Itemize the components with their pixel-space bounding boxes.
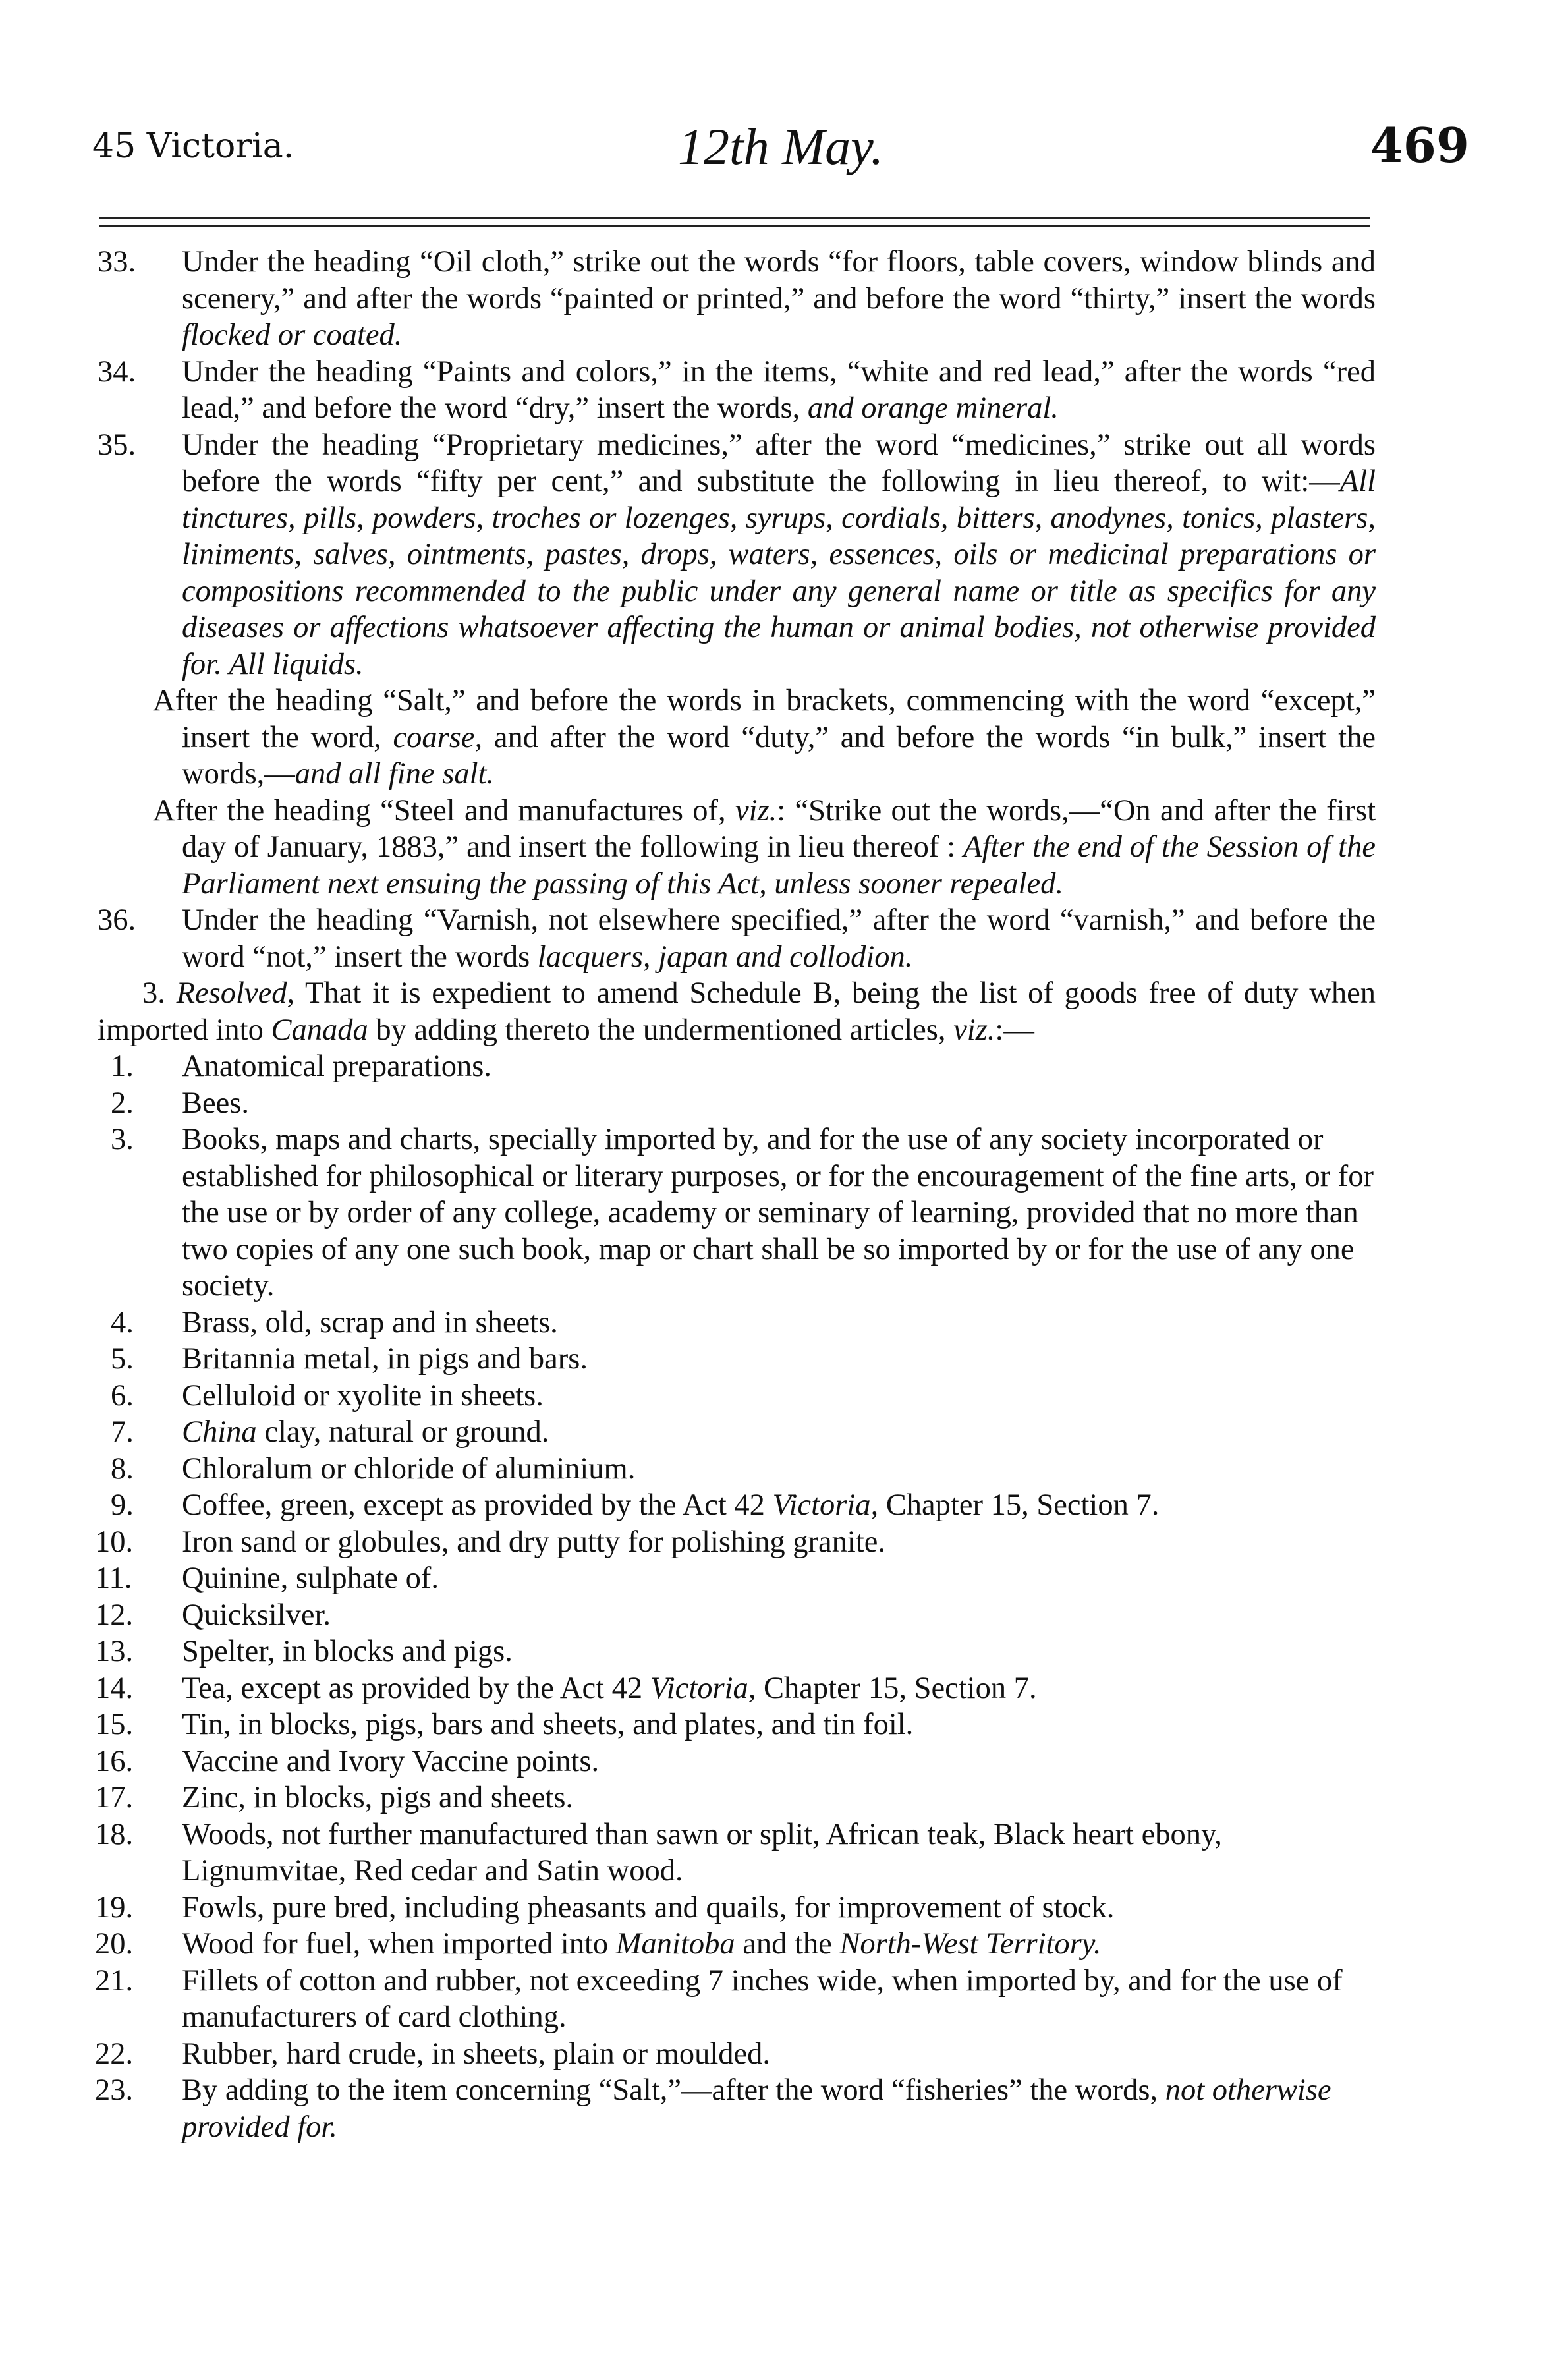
resolution-text-a: That it is expedient to amend Schedule B, being the list of goods free of duty when imported into	[98, 976, 1376, 1047]
salt-text-b: and after the word “duty,” and before the words “in bulk,” insert the words,—	[182, 720, 1376, 791]
item-number: 4.	[111, 1305, 134, 1339]
list-item	[98, 1085, 1376, 1122]
amendment-number: 35.	[98, 428, 136, 462]
item-number: 23.	[95, 2073, 134, 2107]
item-text-part: Quinine, sulphate of.	[182, 1561, 439, 1595]
item-text	[182, 2037, 770, 2071]
item-number: 14.	[95, 1671, 134, 1705]
item-text-part: Coffee, green, except as provided by the Act 42	[182, 1488, 773, 1522]
schedule-item-list	[95, 1048, 1376, 2145]
item-text	[182, 1379, 544, 1413]
salt-paragraph	[98, 683, 1376, 793]
item-text	[182, 1635, 513, 1668]
salt-text-a: After the heading “Salt,” and before the words in brackets, commencing with the word “except,” insert the word,	[153, 684, 1376, 754]
item-text-part: and the	[735, 1927, 840, 1961]
amendment-number: 36.	[98, 903, 136, 937]
item-text	[182, 1745, 599, 1778]
item-number: 19.	[95, 1890, 134, 1925]
item-italic: China	[182, 1415, 257, 1449]
amendment-text: Under the heading “Varnish, not elsewhere specified,” after the word “varnish,” and before the word “not,” insert the words	[182, 903, 1376, 974]
resolution-italic-a: Resolved,	[176, 976, 295, 1010]
item-text	[182, 1415, 549, 1449]
steel-italic-a: viz.	[735, 793, 777, 828]
item-text-part: clay, natural or ground.	[256, 1415, 549, 1449]
item-text-part: Chapter 15, Section 7.	[878, 1488, 1160, 1522]
item-text	[182, 1488, 1159, 1522]
amendment-33	[98, 244, 1376, 354]
list-item	[95, 1706, 1376, 1743]
list-item	[98, 1378, 1376, 1415]
amendment-italic: All tinctures, pills, powders, troches or lozenges, syrups, cordials, bitters, anodynes, tonics, plasters, liniments, salves, ointments, pastes, drops, waters, essences, oils or medicinal preparations or compositions recommended to the public under any general name or title as specifics for any diseases or affections whatsoever affecting the human or animal bodies, not otherwise provided for. All liquids.	[182, 464, 1376, 681]
item-text-part: Books, maps and charts, specially imported by, and for the use of any society incorporated or established for philosophical or literary purposes, or for the encouragement of the fine arts, or for the use or by order of any college, academy or seminary of learning, provided that no more than two copies of any one such book, map or chart shall be so imported by or for the use of any one society.	[182, 1123, 1374, 1303]
item-text	[182, 1598, 331, 1632]
item-text	[182, 1818, 1222, 1888]
amendment-35	[98, 427, 1376, 683]
item-number: 12.	[95, 1598, 134, 1632]
document-body	[95, 244, 1376, 2145]
item-text	[182, 1525, 885, 1559]
list-item	[95, 1963, 1376, 2036]
item-text-part: Vaccine and Ivory Vaccine points.	[182, 1744, 600, 1778]
list-item	[95, 1597, 1376, 1634]
item-text-part: Iron sand or globules, and dry putty for polishing granite.	[182, 1525, 886, 1559]
item-number: 18.	[95, 1817, 134, 1851]
item-text-part: Tin, in blocks, pigs, bars and sheets, and plates, and tin foil.	[182, 1708, 914, 1741]
amendment-34	[98, 354, 1376, 427]
resolution-text-c: :—	[995, 1013, 1034, 1047]
item-number: 8.	[111, 1451, 134, 1486]
item-text	[182, 1927, 1101, 1961]
list-item	[95, 1926, 1376, 1963]
item-number: 3.	[111, 1123, 134, 1156]
salt-italic-b: and all fine salt.	[294, 757, 495, 791]
item-number: 21.	[95, 1963, 134, 1998]
list-item	[98, 1487, 1376, 1524]
item-text-part: Rubber, hard crude, in sheets, plain or moulded.	[182, 2037, 771, 2071]
list-item	[95, 1780, 1376, 1816]
list-item	[98, 1048, 1376, 1085]
amendment-text: Under the heading “Proprietary medicines,” after the word “medicines,” strike out all words before the words “fifty per cent,” and substitute the following in lieu thereof, to wit:—	[182, 428, 1376, 498]
item-text	[182, 2073, 1331, 2144]
item-text	[182, 1672, 1037, 1705]
item-text-part: Britannia metal, in pigs and bars.	[182, 1342, 588, 1376]
salt-italic-a: coarse,	[393, 720, 483, 754]
item-number: 11.	[95, 1561, 132, 1595]
item-italic: Victoria,	[650, 1671, 756, 1705]
item-text	[182, 1781, 573, 1814]
item-text-part: Fowls, pure bred, including pheasants and quails, for improvement of stock.	[182, 1890, 1115, 1925]
item-text-part: Spelter, in blocks and pigs.	[182, 1635, 513, 1668]
steel-text-a: After the heading “Steel and manufactures of,	[153, 793, 735, 828]
item-text-part: Zinc, in blocks, pigs and sheets.	[182, 1781, 574, 1814]
item-text-part: Fillets of cotton and rubber, not exceeding 7 inches wide, when imported by, and for the use of manufacturers of card clothing.	[182, 1963, 1343, 2034]
item-number: 22.	[95, 2037, 134, 2071]
resolution-number: 3.	[142, 976, 165, 1010]
list-item	[95, 1524, 1376, 1561]
item-text-part: Tea, except as provided by the Act 42	[182, 1671, 650, 1705]
steel-italic-b: After the end of the Session of the Parliament next ensuing the passing of this Act, unless sooner repealed.	[182, 830, 1376, 901]
item-text	[182, 1708, 913, 1741]
item-italic: not otherwise provided for.	[182, 2073, 1331, 2144]
item-text-part: Chloralum or chloride of aluminium.	[182, 1451, 636, 1486]
running-header	[92, 117, 1469, 177]
list-item	[98, 1121, 1376, 1305]
amendment-italic: and orange mineral.	[807, 391, 1059, 425]
list-item	[95, 1633, 1376, 1670]
item-number: 20.	[95, 1927, 134, 1961]
item-text	[182, 1452, 635, 1486]
item-number: 1.	[111, 1050, 134, 1083]
item-text-part: By adding to the item concerning “Salt,”—after the word “fisheries” the words,	[182, 2073, 1165, 2107]
steel-text-b: : “Strike out the words,—“On and after the first day of January, 1883,” and insert the following in lieu thereof :	[182, 793, 1376, 864]
item-number: 17.	[95, 1781, 134, 1814]
item-italic: Manitoba	[615, 1927, 735, 1961]
resolution-italic-c: viz.	[953, 1013, 995, 1047]
item-text-part: Chapter 15, Section 7.	[756, 1671, 1037, 1705]
list-item	[98, 1305, 1376, 1341]
header-session: 45 Victoria.	[92, 126, 294, 166]
list-item	[98, 1451, 1376, 1488]
item-text	[182, 1561, 439, 1595]
steel-paragraph	[98, 793, 1376, 903]
item-text	[182, 1123, 1374, 1303]
amendment-number: 33.	[98, 245, 136, 279]
list-item	[95, 2072, 1376, 2145]
item-text	[182, 1086, 249, 1120]
list-item	[95, 1816, 1376, 1890]
page-number: 469	[1370, 117, 1469, 173]
item-number: 9.	[111, 1488, 134, 1522]
item-number: 6.	[111, 1378, 134, 1413]
header-date: 12th May.	[678, 118, 883, 175]
list-item	[95, 1743, 1376, 1780]
item-text	[182, 1891, 1114, 1925]
item-number: 2.	[111, 1086, 134, 1120]
list-item	[98, 1341, 1376, 1378]
item-number: 13.	[95, 1635, 134, 1668]
item-text	[182, 1050, 491, 1083]
header-rule-bottom	[99, 225, 1370, 227]
amendment-number: 34.	[98, 354, 136, 389]
amendment-italic: flocked or coated.	[182, 318, 403, 352]
resolution-italic-b: Canada	[271, 1013, 368, 1047]
item-text	[182, 1306, 558, 1339]
item-text-part: Wood for fuel, when imported into	[182, 1927, 616, 1961]
list-item	[98, 1414, 1376, 1451]
list-item	[95, 1890, 1376, 1926]
list-item	[95, 1670, 1376, 1707]
amendment-36	[98, 902, 1376, 975]
item-text	[182, 1342, 588, 1376]
amendment-italic: lacquers, japan and collodion.	[537, 940, 913, 974]
item-text-part: Woods, not further manufactured than sawn or split, African teak, Black heart ebony, Lignumvitae, Red cedar and Satin wood.	[182, 1817, 1222, 1888]
item-text-part: Anatomical preparations.	[182, 1050, 491, 1083]
item-number: 15.	[95, 1708, 134, 1741]
amendment-text: Under the heading “Paints and colors,” in the items, “white and red lead,” after the words “red lead,” and before the word “dry,” insert the words,	[182, 354, 1376, 425]
item-number: 5.	[111, 1342, 134, 1376]
item-number: 7.	[111, 1415, 134, 1449]
item-number: 10.	[95, 1525, 134, 1559]
list-item	[95, 2036, 1376, 2073]
item-italic: North-West Territory.	[839, 1927, 1102, 1961]
item-text-part: Bees.	[182, 1086, 250, 1120]
resolution-paragraph	[98, 975, 1376, 1048]
item-text	[182, 1964, 1343, 2035]
item-italic: Victoria,	[772, 1488, 879, 1522]
item-text-part: Quicksilver.	[182, 1598, 331, 1632]
header-rule-top	[99, 217, 1370, 219]
amendment-text: Under the heading “Oil cloth,” strike out the words “for floors, table covers, window blinds and scenery,” and after the words “painted or printed,” and before the word “thirty,” insert the words	[182, 245, 1376, 316]
list-item	[95, 1560, 1376, 1597]
item-text-part: Brass, old, scrap and in sheets.	[182, 1305, 558, 1339]
item-number: 16.	[95, 1744, 134, 1778]
resolution-text-b: by adding thereto the undermentioned articles,	[368, 1013, 954, 1047]
item-text-part: Celluloid or xyolite in sheets.	[182, 1378, 544, 1413]
